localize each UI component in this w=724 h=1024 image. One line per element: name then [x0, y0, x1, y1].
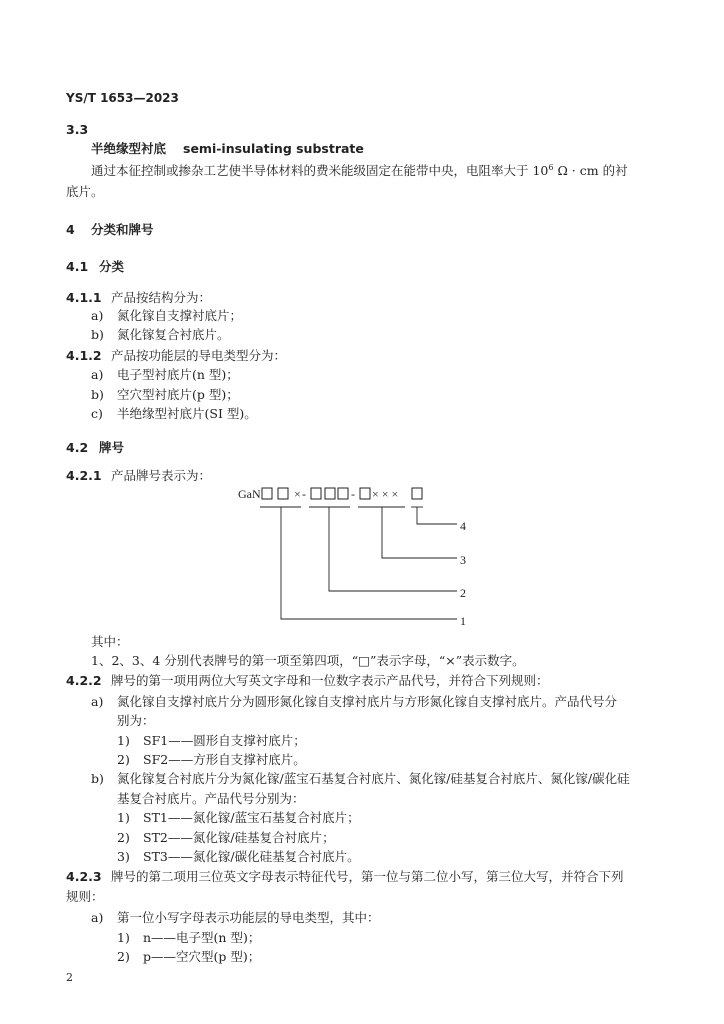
list-item: 氮化镓复合衬底片。	[117, 327, 230, 342]
list-mark: b)	[91, 771, 104, 786]
clause-4-1-2-text: 产品按功能层的导电类型分为：	[111, 348, 287, 363]
section-4-1-number: 4.1	[66, 259, 89, 274]
clause-4-2-2-b-line1: 氮化镓复合衬底片分为氮化镓/蓝宝石基复合衬底片、氮化镓/硅基复合衬底片、氮化镓/碳化硅	[117, 771, 630, 786]
diagram-letter-box	[278, 488, 288, 499]
section-4-1-title: 分类	[99, 259, 125, 274]
list-item: 氮化镓自支撑衬底片；	[117, 308, 243, 323]
diagram-letter-box	[360, 488, 370, 499]
diagram-dash: -	[302, 487, 306, 501]
list-mark: 2)	[117, 752, 130, 767]
diagram-letter-box	[412, 488, 422, 499]
term-number: 3.3	[66, 122, 89, 137]
list-mark: a)	[91, 308, 104, 323]
list-item: SF1——圆形自支撑衬底片；	[143, 733, 306, 748]
clause-4-1-2-number: 4.1.2	[66, 348, 102, 363]
clause-4-1-1-text: 产品按结构分为：	[111, 290, 212, 305]
list-mark: b)	[91, 327, 104, 342]
standard-number: YS/T 1653—2023	[66, 91, 179, 105]
section-4-title: 分类和牌号	[91, 222, 154, 237]
clause-4-2-3-number: 4.2.3	[66, 869, 102, 884]
list-item: ST3——氮化镓/碳化硅基复合衬底片。	[143, 849, 360, 864]
section-4-2-number: 4.2	[66, 440, 89, 455]
list-mark: 1)	[117, 930, 130, 945]
clause-4-2-2-number: 4.2.2	[66, 673, 102, 688]
diagram-letter-box	[311, 488, 321, 499]
term-definition-line2: 底片。	[66, 184, 104, 199]
diagram-letter-box	[325, 488, 335, 499]
term-title-en: semi-insulating substrate	[183, 141, 364, 156]
list-item: ST2——氮化镓/硅基复合衬底片；	[143, 830, 335, 845]
page-number: 2	[66, 971, 73, 984]
term-def-exponent: 6	[548, 162, 554, 172]
diagram-leader-4	[417, 507, 457, 524]
clause-4-2-2-b-line2: 基复合衬底片。产品代号分别为：	[117, 791, 305, 806]
list-mark: 2)	[117, 949, 130, 964]
diagram-digit-x: ×	[294, 487, 301, 501]
clause-4-2-3-a-text: 第一位小写字母表示功能层的导电类型，其中：	[117, 910, 380, 925]
list-mark: a)	[91, 694, 104, 709]
diagram-label-1: 1	[460, 614, 466, 628]
clause-4-2-3-line1: 牌号的第二项用三位英文字母表示特征代号，第一位与第二位小写，第三位大写，并符合下列	[111, 869, 624, 884]
diagram-digits-xxx: × × ×	[372, 487, 399, 501]
list-item: p——空穴型(p 型)；	[143, 949, 261, 964]
term-title-cn: 半绝缘型衬底	[91, 141, 167, 156]
list-mark: c)	[91, 406, 103, 421]
list-item: 半绝缘型衬底片(SI 型)。	[117, 406, 257, 421]
clause-4-2-3-line2: 规则：	[66, 889, 104, 904]
list-item: ST1——氮化镓/蓝宝石基复合衬底片；	[143, 810, 360, 825]
diagram-letter-box	[338, 488, 348, 499]
list-mark: 2)	[117, 830, 130, 845]
clause-4-1-1-number: 4.1.1	[66, 290, 102, 305]
term-def-part2: Ω · cm 的衬	[553, 163, 628, 178]
diagram-label-3: 3	[460, 553, 466, 567]
list-mark: b)	[91, 387, 104, 402]
list-mark: 3)	[117, 849, 130, 864]
section-4-2-title: 牌号	[99, 440, 125, 455]
diagram-prefix: GaN	[238, 487, 261, 501]
diagram-label-4: 4	[460, 519, 466, 533]
diagram-letter-box	[262, 488, 272, 499]
diagram-label-2: 2	[460, 586, 466, 600]
clause-4-2-2-a-line1: 氮化镓自支撑衬底片分为圆形氮化镓自支撑衬底片与方形氮化镓自支撑衬底片。产品代号分	[117, 694, 618, 709]
list-item: 电子型衬底片(n 型)；	[117, 367, 239, 382]
list-item: n——电子型(n 型)；	[143, 930, 261, 945]
diagram-leader-1	[281, 507, 457, 619]
clause-4-2-2-text: 牌号的第一项用两位大写英文字母和一位数字表示产品代号，并符合下列规则：	[111, 673, 549, 688]
list-mark: a)	[91, 367, 104, 382]
clause-4-2-1-number: 4.2.1	[66, 468, 102, 483]
diagram-leader-2	[329, 507, 457, 591]
clause-4-2-2-a-line2: 别为：	[117, 713, 155, 728]
diagram-leader-3	[382, 507, 457, 558]
list-mark: 1)	[117, 733, 130, 748]
list-item: 空穴型衬底片(p 型)；	[117, 387, 239, 402]
where-title: 其中：	[91, 634, 129, 649]
list-mark: 1)	[117, 810, 130, 825]
list-item: SF2——方形自支撑衬底片。	[143, 752, 306, 767]
list-mark: a)	[91, 910, 104, 925]
where-text: 1、2、3、4 分别代表牌号的第一项至第四项，“□”表示字母，“×”表示数字。	[91, 653, 525, 668]
clause-4-2-1-text: 产品牌号表示为：	[111, 468, 212, 483]
term-definition-line1	[91, 163, 628, 179]
term-def-part1: 通过本征控制或掺杂工艺使半导体材料的费米能级固定在能带中央，电阻率大于 10	[91, 163, 549, 178]
section-4-number: 4	[66, 222, 75, 237]
diagram-dash: -	[351, 487, 355, 501]
